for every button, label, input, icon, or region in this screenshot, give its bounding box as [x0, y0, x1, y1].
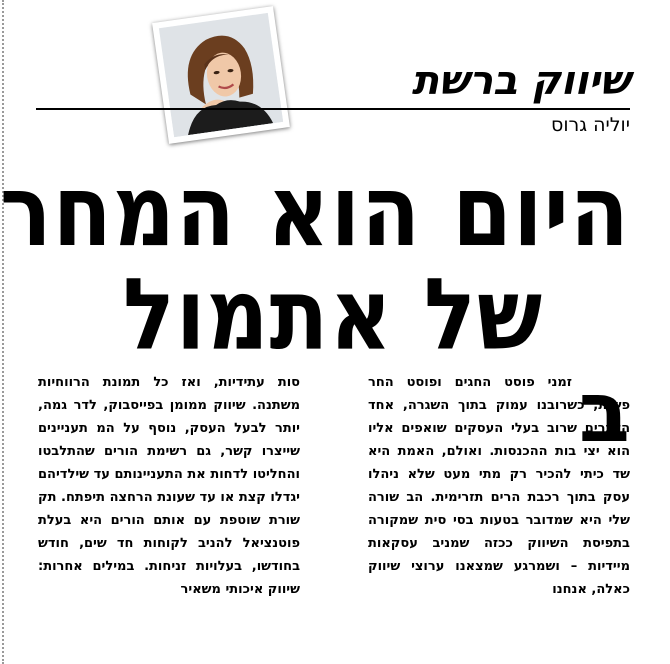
portrait-illustration [159, 13, 283, 137]
page-edge-dotted-line [2, 0, 4, 664]
author-portrait-image [159, 13, 283, 137]
drop-cap: ב [578, 363, 630, 461]
article-headline [0, 154, 630, 373]
headline-line-1: היום הוא המחר [0, 154, 630, 270]
article-paragraph-right [368, 363, 630, 601]
article-column-right [368, 363, 630, 601]
right-column-text: זמני פוסט החגים ופוסט החר פשות, כשרובנו עמוק בתוך השגרה, אחד הדברים שרוב בעלי העסקים שואפים אליו הוא יצי בות ההכנסות. ואולם, האמת היא שד כיתי להכיר רק מתי מעט שלא ניהלו עסק בתוך רכבת הרים תזרימית. הב שורה שלי היא שמדובר בטעות בסי סית שמקורה בתפיסת השיווק ככזה שמניב עסקאות מיידיות – ושמרגע שמצאנו ערוצי שיווק כאלה, אנחנו [368, 375, 630, 597]
column-title: שיווק ברשת [411, 58, 630, 104]
author-photo [152, 6, 290, 144]
headline-line-2: של אתמול [122, 257, 544, 373]
left-column-text: סות עתידיות, ואז כל תמונת הרווחיות משתנה. שיווק ממומן בפייסבוק, לדר גמה, יותר לבעל העסק, נוסף על המ תעניינים שייצרו קשר, גם רשימת הורים שהתלבטו והחליטו לדחות את התעניינותם עד שילדיהם יגדלו קצת או עד שעונת הרחצה תיפתח. תק שורת שוטפת עם אותם הורים היא בעלת פוטנציאל להניב לקוחות חד שים, חודש בחודשו, בעלויות זניחות. במילים אחרות: שיווק איכותי משאיר [38, 375, 300, 597]
author-name: יוליה גרוס [551, 114, 630, 136]
header-divider [36, 108, 630, 110]
article-column-left [38, 371, 300, 601]
